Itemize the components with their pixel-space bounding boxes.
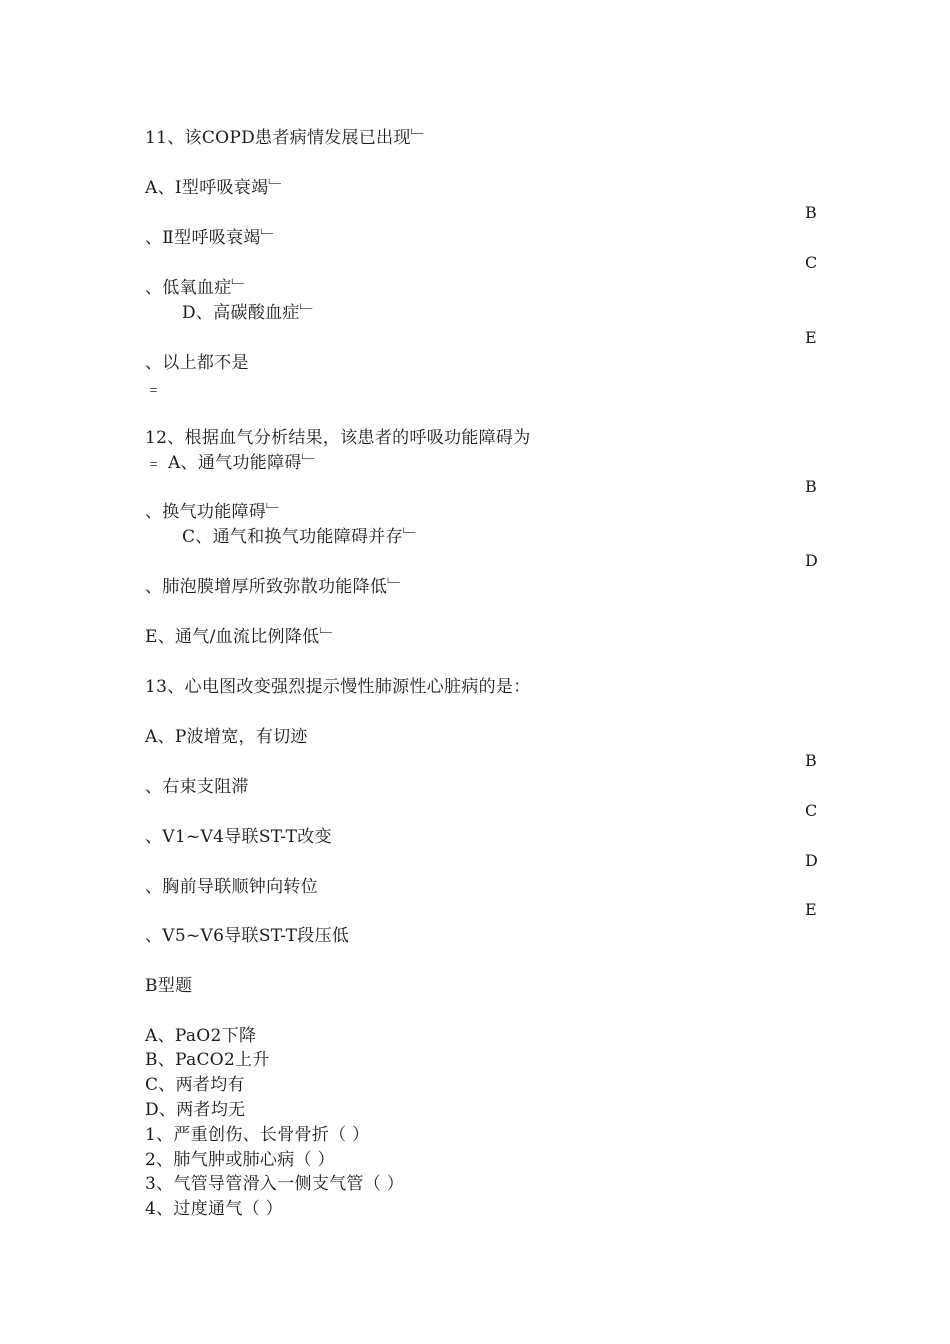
question-12-option-c: C、通气和换气功能障碍并存﹂ [182, 527, 421, 547]
b-type-option-a: A、PaO2下降 [145, 1026, 257, 1046]
b-type-option-c: C、两者均有 [145, 1075, 245, 1095]
question-12-option-b: 、换气功能障碍﹂ [145, 502, 284, 522]
answer-mark: ﹂ [319, 627, 337, 647]
question-13-label-e: E [805, 900, 817, 919]
answer-mark: ﹂ [260, 228, 278, 248]
answer-mark: ﹂ [268, 178, 286, 198]
b-type-item: 3、气管导管滑入一侧支气管（ ） [145, 1174, 405, 1194]
b-type-item: 4、过度通气（ ） [145, 1199, 283, 1219]
question-13-option-b: 、右束支阻滞 [145, 777, 249, 797]
question-13-option-c: 、V1~V4导联ST-T改变 [145, 827, 332, 847]
question-12-option-a: ﹦ A、通气功能障碍﹂ [145, 453, 319, 473]
question-11-option-b: 、Ⅱ型呼吸衰竭﹂ [145, 228, 278, 248]
b-type-option-b: B、PaCO2上升 [145, 1050, 270, 1070]
b-type-item: 1、严重创伤、长骨骨折（ ） [145, 1125, 370, 1145]
question-11-tail-mark: ﹦ [145, 379, 163, 399]
answer-mark: ﹂ [231, 278, 249, 298]
section-heading-b-type: B型题 [145, 976, 193, 996]
question-12-label-b: B [805, 477, 817, 496]
question-12-label-d: D [805, 551, 818, 570]
question-13-stem: 13、心电图改变强烈提示慢性肺源性心脏病的是： [145, 677, 531, 697]
question-13-label-c: C [805, 801, 818, 820]
answer-mark: ﹂ [410, 128, 429, 148]
answer-mark: ﹂ [301, 453, 319, 473]
question-13-option-e: 、V5~V6导联ST-T段压低 [145, 926, 350, 946]
question-11-option-d: D、高碳酸血症﹂ [182, 303, 318, 323]
b-type-item: 2、肺气肿或肺心病（ ） [145, 1150, 335, 1170]
question-13-label-d: D [805, 851, 818, 870]
question-11-label-c: C [805, 253, 818, 272]
question-13-option-d: 、胸前导联顺钟向转位 [145, 877, 318, 897]
question-11-label-b: B [805, 203, 817, 222]
answer-mark: ﹂ [402, 527, 421, 547]
question-13-option-a: A、P波增宽，有切迹 [145, 727, 308, 747]
question-12-option-d: 、肺泡膜增厚所致弥散功能降低﹂ [145, 577, 405, 597]
question-11-label-e: E [805, 328, 817, 347]
b-type-option-d: D、两者均无 [145, 1100, 246, 1120]
answer-mark: ﹂ [266, 502, 284, 522]
question-11-option-a: A、Ⅰ型呼吸衰竭﹂ [145, 178, 286, 198]
question-11-option-c: 、低氧血症﹂ [145, 278, 249, 298]
question-11-stem: 11、该COPD患者病情发展已出现﹂ [145, 128, 429, 148]
answer-mark: ﹂ [299, 303, 318, 323]
question-12-option-e: E、通气/血流比例降低﹂ [145, 627, 337, 647]
question-12-stem: 12、根据血气分析结果，该患者的呼吸功能障碍为 [145, 428, 531, 448]
question-13-label-b: B [805, 751, 817, 770]
answer-mark: ﹂ [387, 577, 405, 597]
question-11-option-e: 、以上都不是 [145, 353, 249, 373]
